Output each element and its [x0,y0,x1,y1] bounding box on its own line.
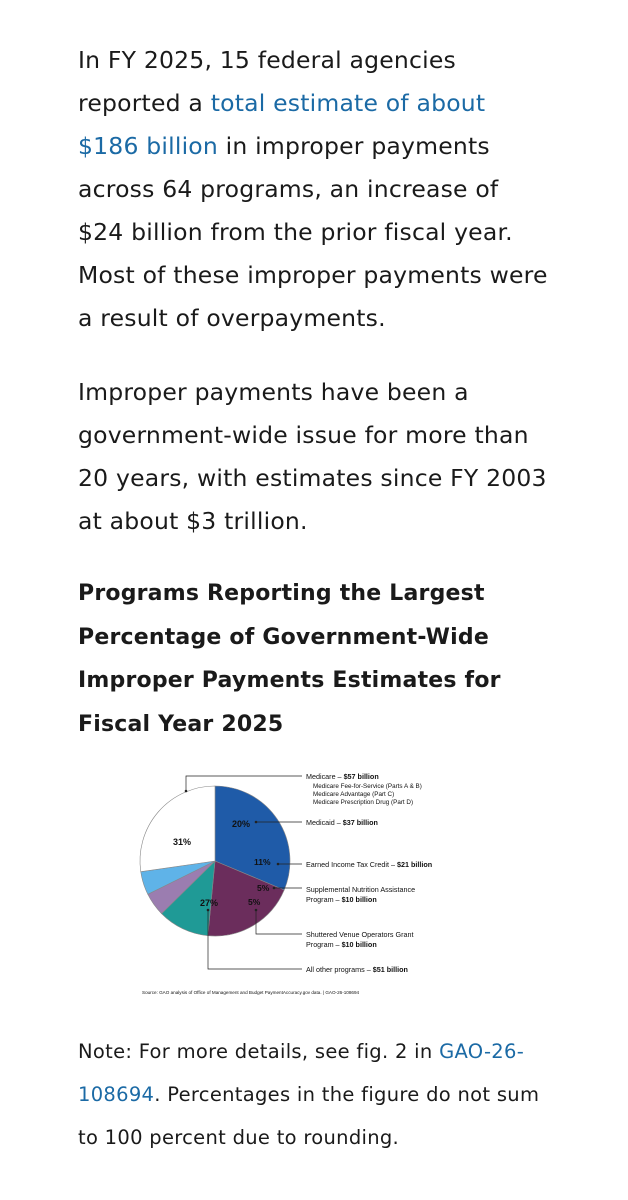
pie-slice-all-other-programs [140,786,215,872]
legend-medicaid-name: Medicaid – [306,818,343,827]
legend-snap-line-1: Supplemental Nutrition Assistance [306,885,416,894]
intro-text-b: in improper payments across 64 programs, an increase of $24 billion from the prior fiscal year. Most of these improper payments were a result of overpayments. [78,132,548,332]
pie-chart-svg [136,766,486,1000]
legend-eitc-name: Earned Income Tax Credit – [306,860,397,869]
legend-eitc-amount: $21 billion [396,860,433,869]
legend-medicare-sub-1: Medicare Fee-for-Service (Parts A & B) [313,783,422,790]
slice-label-medicare: 31% [173,837,192,847]
report-link[interactable]: GAO-26-108694 [78,1040,525,1106]
note-text-b: . Percentages in the figure do not sum to 100 percent due to rounding. [78,1083,540,1149]
legend-medicare-sub-3: Medicare Prescription Drug (Part D) [313,799,414,806]
total-estimate-link[interactable]: total estimate of about $186 billion [78,89,486,160]
legend-medicaid [306,818,378,827]
legend-medicare-name: Medicare – [306,772,344,781]
legend-other-name: All other programs – [306,965,373,974]
legend-svog-line-2 [306,940,377,949]
legend-snap-label: Program – [306,895,342,904]
intro-text-a: In FY 2025, 15 federal agencies reported a [78,46,456,117]
improper-payments-pie-chart [136,766,486,1000]
legend-medicare-amount: $57 billion [343,772,379,781]
legend-medicare [306,772,379,781]
legend-svog-label: Program – [306,940,342,949]
note-text-a: Note: For more details, see fig. 2 in [78,1040,440,1063]
legend-medicare-sub-2: Medicare Advantage (Part C) [313,791,395,798]
intro-paragraph-1 [78,39,548,340]
figure-heading: Programs Reporting the Largest Percentage of Government-Wide Improper Payments Estimates for Fiscal Year 2025 [78,581,501,737]
legend-other [306,965,408,974]
legend-medicaid-amount: $37 billion [342,818,378,827]
chart-source: Source: GAO analysis of Office of Management and Budget PaymentAccuracy.gov data. | GAO-26-108694 [142,990,360,995]
slice-label-svog: 5% [248,897,261,907]
slice-label-snap: 5% [257,883,270,893]
legend-other-amount: $51 billion [372,965,408,974]
legend-eitc [306,860,432,869]
slice-label-other: 27% [200,898,219,908]
slice-label-eitc: 11% [254,857,271,867]
legend-snap-line-2 [306,895,377,904]
legend-snap-amount: $10 billion [341,895,377,904]
figure-note [78,1030,558,1159]
slice-label-medicaid: 20% [232,819,251,829]
intro-paragraph-2: Improper payments have been a government-wide issue for more than 20 years, with estimates since FY 2003 at about $3 trillion. [78,378,547,535]
legend-svog-line-1: Shuttered Venue Operators Grant [306,930,414,939]
legend-svog-amount: $10 billion [341,940,377,949]
